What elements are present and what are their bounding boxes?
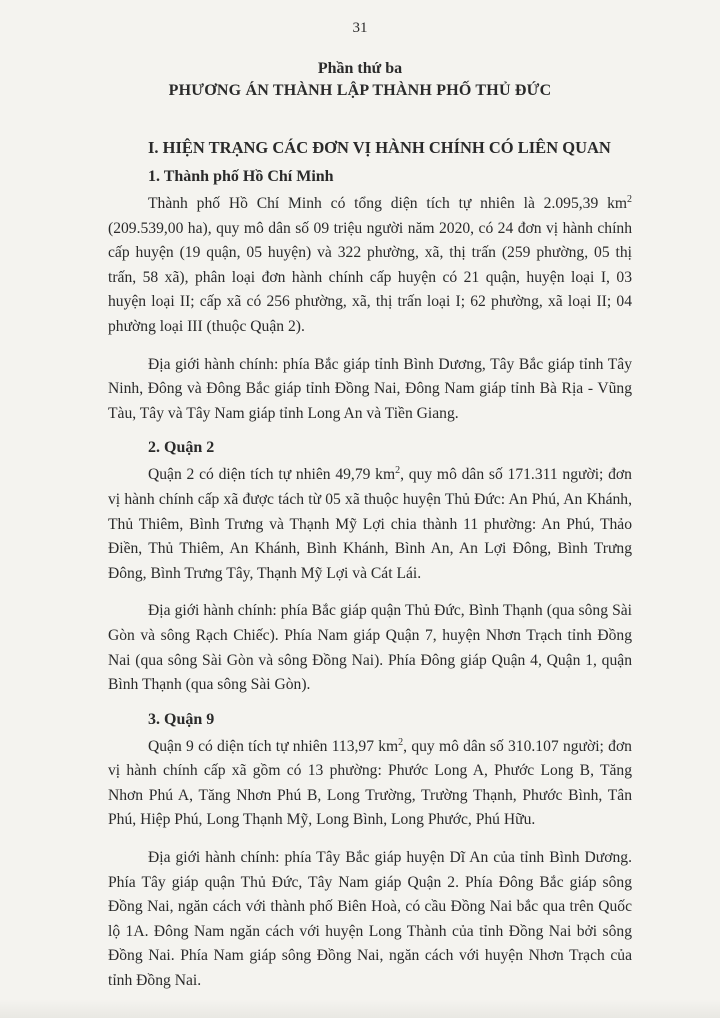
hcm-heading: 1. Thành phố Hồ Chí Minh — [148, 168, 334, 185]
part-label: Phần thứ ba — [317, 60, 403, 77]
q2-paragraph-overview — [108, 463, 632, 586]
scan-edge-shadow — [0, 1000, 720, 1018]
document-body — [108, 138, 632, 1007]
q9-heading: 3. Quận 9 — [148, 710, 215, 728]
q2-sup: 2 — [395, 465, 401, 477]
q2-text-a: Quận 2 có diện tích tự nhiên 49,79 km — [148, 466, 396, 484]
section-heading: I. HIỆN TRẠNG CÁC ĐƠN VỊ HÀNH CHÍNH CÓ LIÊN QUAN — [148, 138, 611, 157]
q9-text-a: Quận 9 có diện tích tự nhiên 113,97 km — [148, 737, 399, 755]
hcm-text-b: (209.539,00 ha), quy mô dân số 09 triệu người năm 2020, có 24 đơn vị hành chính cấp huyện (19 quận, 05 huyện) và 322 phường, xã, thị trấn (259 phường, 05 thị trấn, 58 xã), phân loại đơn hành chính cấp huyện có 21 quận, huyện loại I, 03 huyện loại II; cấp xã có 256 phường, xã, thị trấn loại I; 62 phường, xã loại II; 04 phường loại III (thuộc Quận 2). — [108, 219, 632, 335]
q2-text-b: , quy mô dân số 171.311 người; đơn vị hành chính cấp xã được tách từ 05 xã thuộc huyện Thủ Đức: An Phú, An Khánh, Thủ Thiêm, Bình Trưng và Thạnh Mỹ Lợi chia thành 11 phường: An Phú, Thảo Điền, Thủ Thiêm, An Khánh, Bình Khánh, Bình An, An Lợi Đông, Bình Trưng Đông, Bình Trưng Tây, Thạnh Mỹ Lợi và Cát Lái. — [108, 466, 632, 582]
q2-paragraph-boundary: Địa giới hành chính: phía Bắc giáp quận Thủ Đức, Bình Thạnh (qua sông Sài Gòn và sông Rạch Chiếc). Phía Nam giáp Quận 7, huyện Nhơn Trạch tỉnh Đồng Nai (qua sông Sài Gòn và sông Đồng Nai). Phía Đông giáp Quận 4, Quận 1, quận Bình Thạnh (qua sông Sài Gòn). — [108, 602, 632, 694]
hcm-paragraph-boundary: Địa giới hành chính: phía Bắc giáp tỉnh Bình Dương, Tây Bắc giáp tỉnh Tây Ninh, Đông và Đông Bắc giáp tỉnh Đồng Nai, Đông Nam giáp tỉnh Bà Rịa - Vũng Tàu, Tây và Tây Nam giáp tỉnh Long An và Tiền Giang. — [108, 355, 632, 422]
q9-sup: 2 — [398, 736, 404, 748]
q9-text-b: , quy mô dân số 310.107 người; đơn vị hành chính cấp xã gồm có 13 phường: Phước Long A, Phước Long B, Tăng Nhơn Phú A, Tăng Nhơn Phú B, Long Trường, Trường Thạnh, Phước Bình, Tân Phú, Hiệp Phú, Long Thạnh Mỹ, Long Bình, Long Phước, Phú Hữu. — [108, 737, 632, 829]
q9-paragraph-overview — [108, 735, 632, 833]
hcm-text-a: Thành phố Hồ Chí Minh có tổng diện tích tự nhiên là 2.095,39 km — [148, 195, 627, 212]
hcm-sup: 2 — [627, 193, 632, 205]
q2-heading: 2. Quận 2 — [148, 439, 215, 457]
part-title: PHƯƠNG ÁN THÀNH LẬP THÀNH PHỐ THỦ ĐỨC — [168, 82, 552, 99]
page-number: 31 — [352, 20, 368, 36]
hcm-paragraph-overview — [108, 192, 632, 340]
q9-paragraph-boundary: Địa giới hành chính: phía Tây Bắc giáp huyện Dĩ An của tỉnh Bình Dương. Phía Tây giáp quận Thủ Đức, Tây Nam giáp Quận 2. Phía Đông Bắc giáp sông Đồng Nai, ngăn cách với thành phố Biên Hoà, có cầu Đồng Nai bắc qua trên Quốc lộ 1A. Đông Nam ngăn cách với huyện Long Thành của tỉnh Đồng Nai bởi sông Đồng Nai. Phía Nam giáp sông Đồng Nai, ngăn cách với huyện Nhơn Trạch của tỉnh Đồng Nai. — [108, 849, 632, 990]
